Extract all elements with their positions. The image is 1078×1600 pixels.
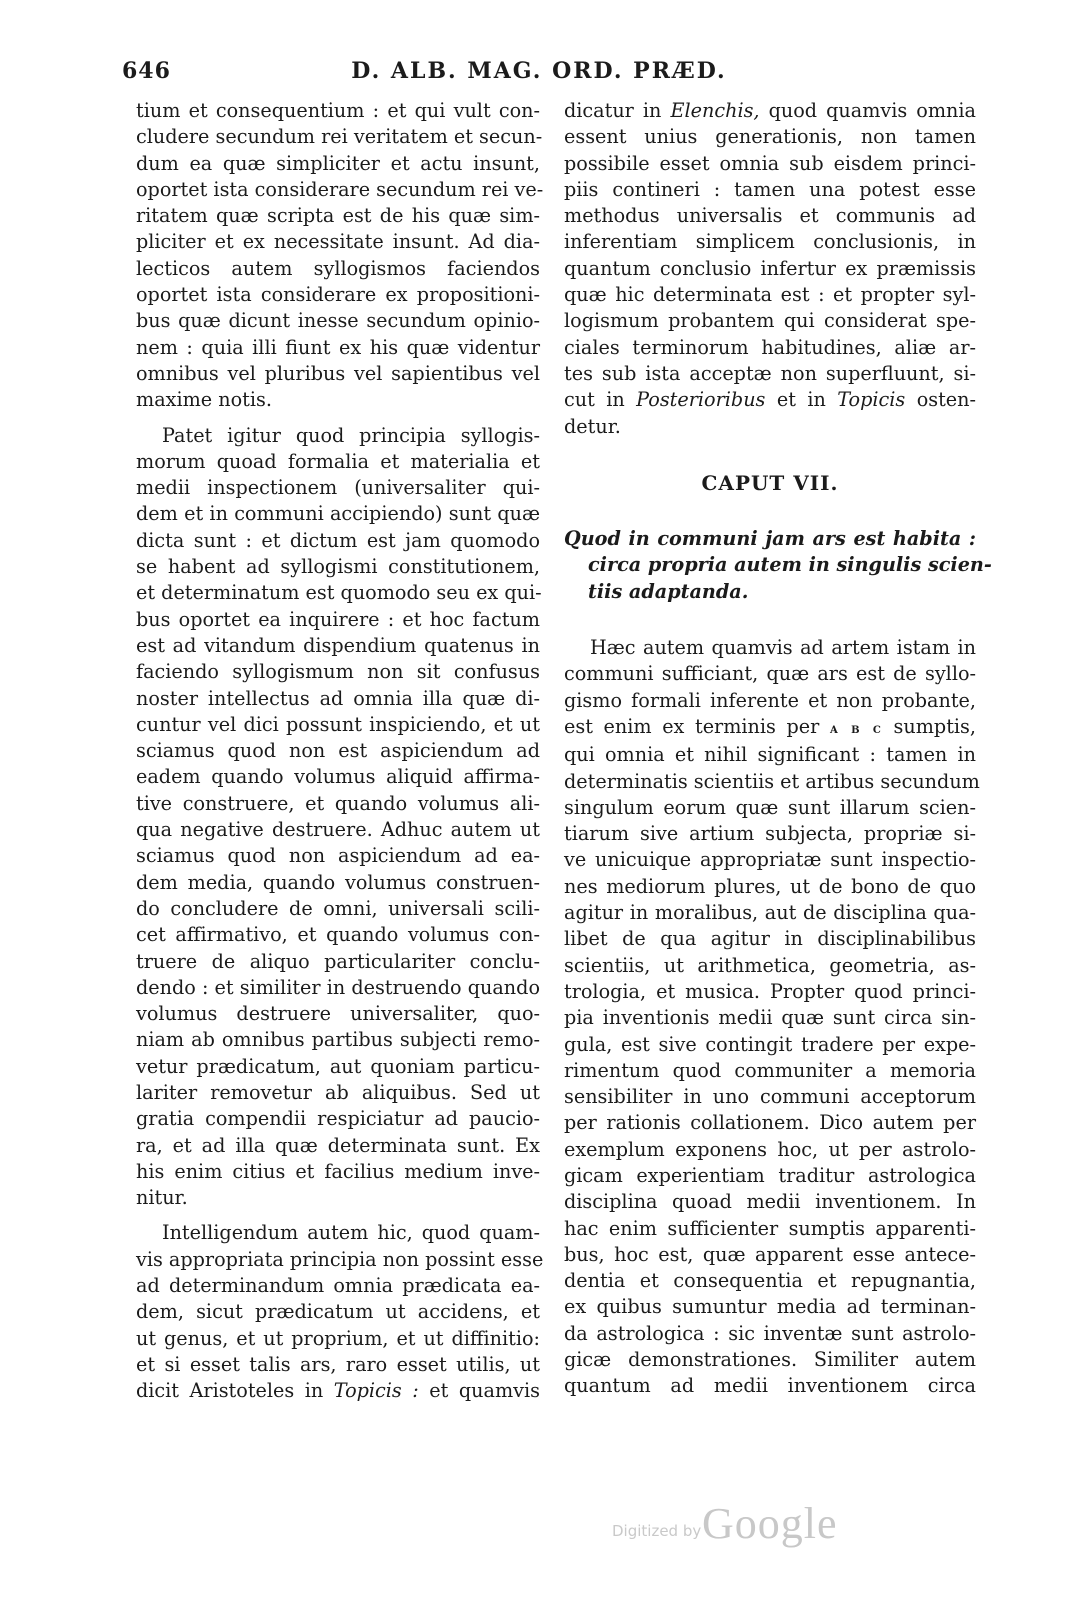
text-line: cet affirmativo, et quando volumus con- [136,923,540,947]
text-line: lariter removetur ab aliquibus. Sed ut [136,1080,540,1104]
paragraph [564,635,980,1400]
text-line: libet de qua agitur in disciplinabilibus [564,927,976,951]
text-line: sensibiliter in uno communi acceptorum [564,1085,976,1109]
text-line: truere de aliquo particulariter conclu- [136,949,540,973]
text-line: gratia compendii respiciatur ad paucio- [136,1107,540,1131]
text-line: est enim ex terminis per a b c sumptis, [564,714,976,738]
text-line: est ad vitandum dispendium quatenus in [136,633,540,657]
digitized-watermark [612,1500,892,1560]
text-line: omnibus vel pluribus vel sapientibus vel [136,361,540,385]
text-line: oportet ista considerare ex propositioni- [136,283,540,307]
text-line: lecticos autem syllogismos faciendos [136,256,540,280]
text-line: circa propria autem in singulis scien- [588,553,992,577]
text-line: eadem quando volumus aliquid affirma- [136,765,540,789]
text-line: nem : quia illi fiunt ex his quæ videntur [136,335,540,359]
text-line: ritatem quæ scripta est de his quæ sim- [136,204,540,228]
text-line: tiarum sive artium subjecta, propriæ si- [564,822,976,846]
text-line: dem media, quando volumus construen- [136,870,540,894]
google-logo: Google [702,1499,838,1548]
text-line: pliciter et ex necessitate insunt. Ad dia- [136,230,540,254]
text-line: essent unius generationis, non tamen [564,125,976,149]
running-title: D. ALB. MAG. ORD. PRÆD. [351,58,727,84]
text-line: medii inspectionem (universaliter qui- [136,476,540,500]
text-line: piis contineri : tamen una potest esse [564,177,976,201]
text-line: da astrologica : sic inventæ sunt astrolo- [564,1321,976,1345]
text-line: scientiis, ut arithmetica, geometria, as- [564,953,976,977]
text-line: qui omnia et nihil significant : tamen in [564,743,976,767]
text-line: Hæc autem quamvis ad artem istam in [590,636,976,660]
right-column [564,98,992,1400]
chapter-argument [564,526,992,605]
text-line: noster intellectus ad omnia illa quæ di- [136,686,540,710]
text-line: nes mediorum plures, ut de bono de quo [564,874,976,898]
left-column [136,98,544,1405]
text-line: nitur. [136,1186,188,1210]
text-line: determinatis scientiis et artibus secundum [564,769,980,793]
text-line: his enim citius et facilius medium inve- [136,1159,540,1183]
term-letters: a b c [829,720,883,737]
text-line: bus oportet ea inquirere : et hoc factum [136,607,540,631]
text-line: do concludere de omni, universali scili- [136,896,540,920]
text-line: maxime notis. [136,388,272,412]
text-line: singulum eorum quæ sunt illarum scien- [564,795,976,819]
digitized-label: Digitized by [612,1522,702,1540]
text-line: logismum probantem qui considerat spe- [564,309,976,333]
text-line: possibile esset omnia sub eisdem princi- [564,151,976,175]
text-line: bus, hoc est, quæ apparent esse antece- [564,1242,976,1266]
text-line: cut in Posterioribus et in Topicis osten- [564,388,976,412]
work-title: Elenchis, [670,99,760,122]
paragraph [564,98,976,440]
text-line: faciendo syllogismum non sit confusus [136,660,540,684]
text-line: tive construere, et quando volumus ali- [136,791,540,815]
text-line: gula, est sive contingit tradere per expe- [564,1032,976,1056]
text-line: ve unicuique appropriatæ sunt inspectio- [564,848,976,872]
text-line: communi sufficiant, quæ ars est de syllo- [564,662,976,686]
text-line: Intelligendum autem hic, quod quam- [162,1221,540,1245]
text-line: gismo formali inferente et non probante, [564,688,976,712]
text-line: Patet igitur quod principia syllogis- [162,423,540,447]
text-line: tes sub ista acceptæ non superfluunt, si- [564,361,976,385]
text-line: Quod in communi jam ars est habita : [564,527,976,551]
work-title: Topicis : [333,1379,419,1403]
text-line: dum ea quæ simpliciter et actu insunt, [136,151,540,175]
text-line: exemplum exponens hoc, ut per astrolo- [564,1137,976,1161]
paragraph [136,1220,544,1404]
text-line: dicta sunt : et dictum est jam quomodo [136,528,540,552]
page-number: 646 [122,58,171,84]
text-line: pia inventionis medii quæ sunt circa sin- [564,1006,976,1030]
text-line: detur. [564,414,621,438]
work-title: Topicis [837,388,906,412]
text-line: vetur prædicatum, aut quoniam particu- [136,1054,540,1078]
text-line: rimentum quod communiter a memoria [564,1058,976,1082]
text-line: ex quibus sumuntur media ad terminan- [564,1295,976,1319]
text-line: dendo : et similiter in destruendo quando [136,975,540,999]
text-line: quantum conclusio infertur ex præmissis [564,256,976,280]
text-line: ra, et ad illa quæ determinata sunt. Ex [136,1133,540,1157]
text-line: sciamus quod non est aspiciendum ad [136,739,540,763]
text-line: dem et in communi accipiendo) sunt quæ [136,502,540,526]
paragraph [136,98,544,414]
text-line: trologia, et musica. Propter quod princi- [564,979,976,1003]
text-line: hac enim sufficienter sumptis apparenti- [564,1216,976,1240]
page-header [0,58,1078,92]
text-line: disciplina quoad medii inventionem. In [564,1190,976,1214]
text-line: ut genus, et ut proprium, et ut diffinitio: [136,1326,540,1350]
text-line: niam ab omnibus partibus subjecti remo- [136,1028,540,1052]
text-line: ciales terminorum habitudines, aliæ ar- [564,335,976,359]
text-line: tium et consequentium : et qui vult con- [136,99,540,122]
text-line: volumus destruere universaliter, quo- [136,1002,540,1026]
text-line: dicit Aristoteles in Topicis : et quamvis [136,1379,540,1403]
work-title: Posterioribus [636,388,766,412]
text-line: dentia et consequentia et repugnantia, [564,1269,976,1293]
text-line: inferentiam simplicem conclusionis, in [564,230,976,254]
text-line: ad determinandum omnia prædicata ea- [136,1274,540,1298]
text-line: cludere secundum rei veritatem et secun- [136,125,543,149]
text-line: quantum ad medii inventionem circa [564,1374,976,1398]
text-line: cuntur vel dici possunt inspiciendo, et ut [136,712,540,736]
text-line: et si esset talis ars, raro esset utilis, ut [136,1352,540,1376]
text-line: bus quæ dicunt inesse secundum opinio- [136,309,540,333]
text-line: dicatur in Elenchis, quod quamvis omnia [564,99,976,122]
text-line: gicæ demonstrationes. Similiter autem [564,1348,976,1372]
text-line: dem, sicut prædicatum ut accidens, et [136,1300,540,1324]
text-line: sciamus quod non aspiciendum ad ea- [136,844,540,868]
text-line: per rationis collationem. Dico autem per [564,1111,976,1135]
text-line: agitur in moralibus, aut de disciplina qua- [564,901,976,925]
text-line: methodus universalis et communis ad [564,204,976,228]
text-line: quæ hic determinata est : et propter syl- [564,283,976,307]
text-line: gicam experientiam traditur astrologica [564,1163,976,1187]
text-line: oportet ista considerare secundum rei ve- [136,177,544,201]
text-line: et determinatum est quomodo seu ex qui- [136,581,542,605]
text-line: morum quoad formalia et materialia et [136,449,540,473]
text-line: qua negative destruere. Adhuc autem ut [136,818,540,842]
paragraph [136,423,540,1212]
text-line: vis appropriata principia non possint esse [136,1247,544,1271]
text-line: se habent ad syllogismi constitutionem, [136,555,540,579]
chapter-title: CAPUT VII. [701,470,839,495]
text-line: tiis adaptanda. [588,579,749,603]
